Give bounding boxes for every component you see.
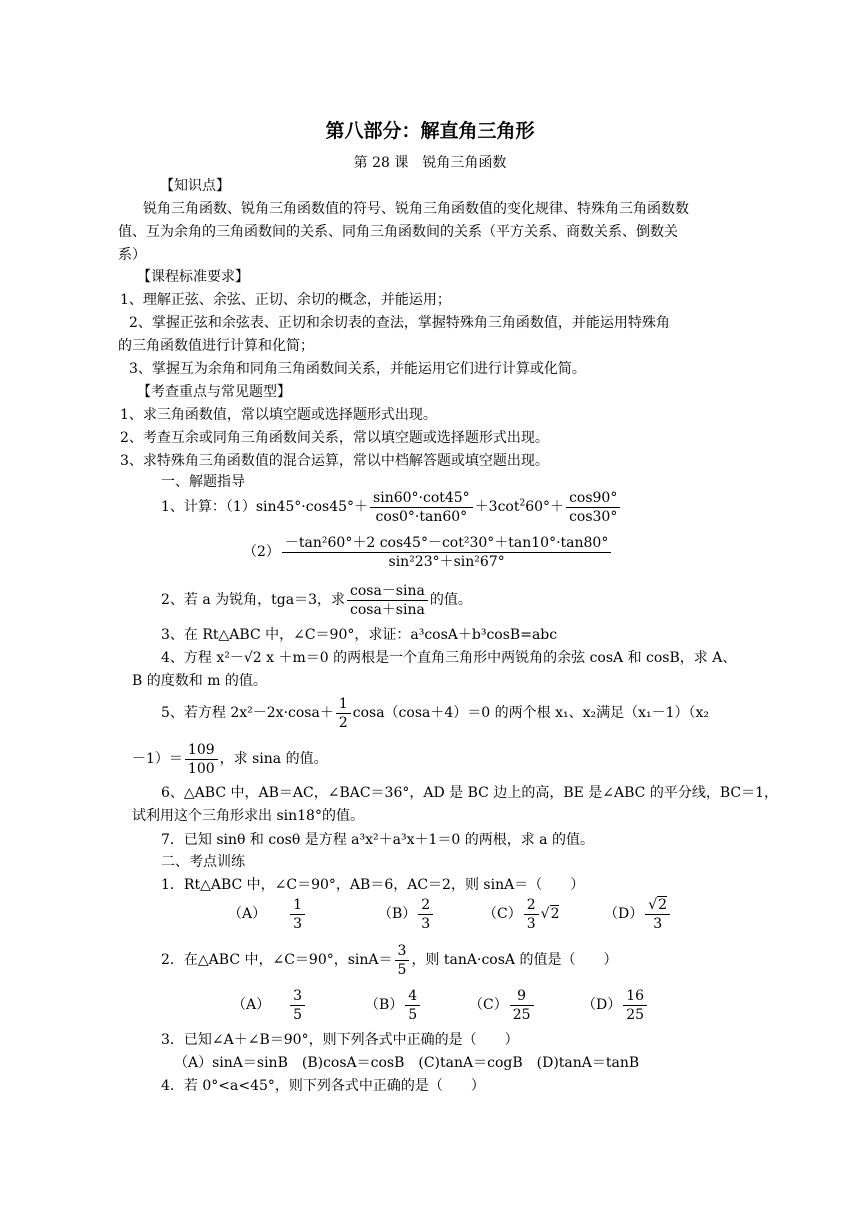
t2-option-b: （B） $\frac{4}{5}$	[365, 985, 422, 1025]
q4-line-1: 4、方程 x²－√2 x ＋m＝0 的两根是一个直角三角形中两锐角的余弦 cosA 和 cosB，求 A、	[161, 650, 737, 666]
knowledge-line-3: 系）	[118, 247, 146, 263]
focus-heading: 【考查重点与常见题型】	[137, 384, 291, 400]
knowledge-line-1: 锐角三角函数、锐角三角函数值的符号、锐角三角函数值的变化规律、特殊角三角函数数	[143, 201, 689, 217]
q5-line-1: 5、若方程 2x²－2x·cosa＋ $\frac{1}{2}$ cosa（cosa＋4）＝0 的两个根 x₁、x₂满足（x₁－1）（x₂	[161, 695, 710, 731]
q6-line-2: 试利用这个三角形求出 sin18°的值。	[132, 808, 364, 824]
t1-option-b: （B） $\frac{2}{3}$	[378, 894, 435, 934]
t2-option-d: （D） $\frac{16}{25}$	[582, 985, 649, 1025]
t2-option-a: （A） $\frac{3}{5}$	[232, 985, 307, 1025]
t1-option-c: （C） $\frac{2}{3}$ √2	[483, 896, 560, 932]
t1-option-d: （D） $\frac{√2}{3}$	[604, 894, 672, 934]
t3-options: （A）sinA＝sinB (B)cosA＝cosB (C)tanA＝cogB (D)tanA＝tanB	[174, 1055, 640, 1071]
guide-heading: 一、解题指导	[161, 474, 245, 490]
t2: 2．在△ABC 中，∠C＝90°，sinA＝ $\frac{3}{5}$ ，则 tanA·cosA 的值是（ ）	[161, 942, 618, 978]
t2-option-c: （C） $\frac{9}{25}$	[469, 985, 536, 1025]
knowledge-heading: 【知识点】	[160, 178, 230, 194]
q5-line-2: －1）＝ $\frac{109}{100}$ ，求 sina 的值。	[132, 741, 328, 777]
page-title: 第八部分：解直角三角形	[325, 120, 535, 142]
standard-line-3: 的三角函数值进行计算和化简；	[118, 338, 314, 354]
training-heading: 二、考点训练	[161, 854, 245, 870]
q4-line-2: B 的度数和 m 的值。	[132, 673, 267, 689]
focus-line-3: 3、求特殊角三角函数值的混合运算，常以中档解答题或填空题出现。	[120, 453, 549, 469]
lesson-title: 第 28 课 锐角三角函数	[353, 155, 507, 171]
standard-line-4: 3、掌握互为余角和同角三角函数间关系，并能运用它们进行计算或化简。	[129, 361, 586, 377]
standard-line-1: 1、理解正弦、余弦、正切、余切的概念，并能运用；	[120, 292, 451, 308]
q7: 7．已知 sinθ 和 cosθ 是方程 a³x²＋a³x＋1＝0 的两根，求 a 的值。	[161, 832, 594, 848]
q1-part2: （2） $\frac{\text{－tan²60°＋2 cos45°－cot²30°＋tan10°·tan80°}}{\text{sin²23°＋sin²67°}}$	[243, 532, 613, 572]
q1-part1: 1、计算：（1）sin45°·cos45°＋ $\frac{\sin 60^\circ\cdot\cot 45^\circ}{\cos 0^\circ\cdot\tan 60^\circ}$ $+3\cot^260^\circ+$ $\frac{\cos 90^\circ}{\cos 30^\circ}$	[161, 487, 622, 527]
t1-option-a: （A） $\frac{1}{3}$	[228, 894, 307, 934]
focus-line-2: 2、考查互余或同角三角函数间关系，常以填空题或选择题形式出现。	[120, 430, 549, 446]
q6-line-1: 6、△ABC 中，AB＝AC，∠BAC＝36°，AD 是 BC 边上的高，BE 是∠ABC 的平分线，BC＝1，	[161, 785, 778, 801]
knowledge-line-2: 值、互为余角的三角函数间的关系、同角三角函数间的关系（平方关系、商数关系、倒数关	[118, 224, 678, 240]
focus-line-1: 1、求三角函数值，常以填空题或选择题形式出现。	[120, 407, 437, 423]
standard-heading: 【课程标准要求】	[137, 269, 249, 285]
t4: 4．若 0°<a<45°，则下列各式中正确的是（ ）	[161, 1078, 485, 1094]
q2: 2、若 a 为锐角，tga＝3，求 $\frac{\cos a-\sin a}{\cos a+\sin a}$ 的值。	[161, 582, 472, 618]
q3: 3、在 Rt△ABC 中，∠C＝90°，求证：a³cosA＋b³cosB=abc	[161, 627, 558, 643]
standard-line-2: 2、掌握正弦和余弦表、正切和余切表的查法，掌握特殊角三角函数值，并能运用特殊角	[129, 315, 670, 331]
t3: 3．已知∠A＋∠B＝90°，则下列各式中正确的是（ ）	[161, 1032, 519, 1048]
t1: 1．Rt△ABC 中，∠C＝90°，AB＝6，AC＝2，则 sinA＝（ ）	[161, 877, 585, 893]
